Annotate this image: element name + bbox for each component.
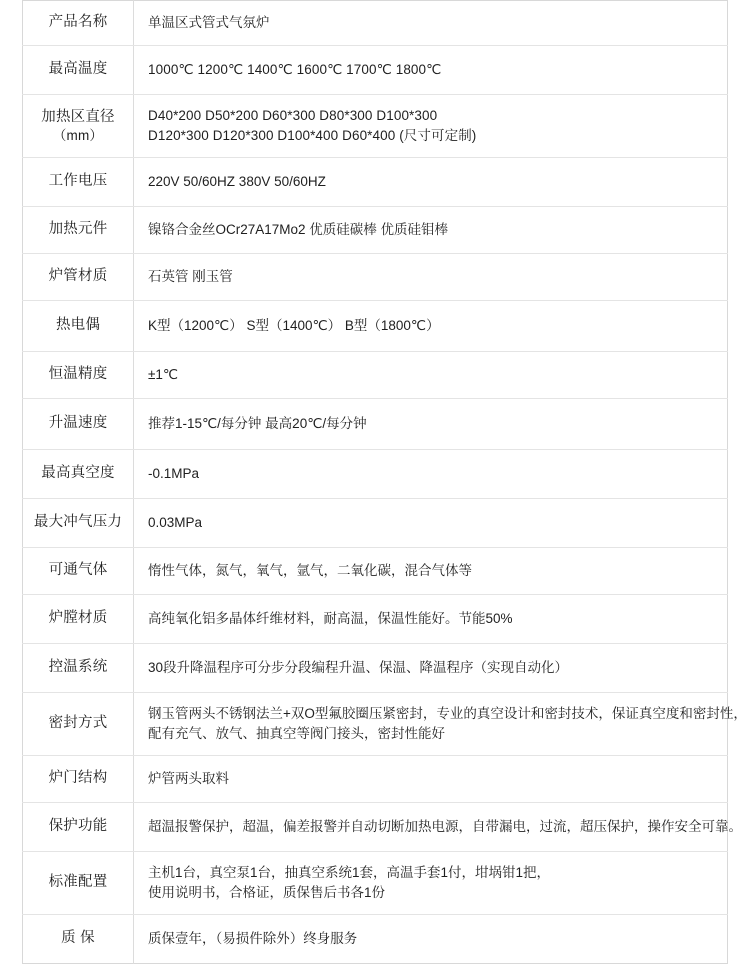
row-label-text: 恒温精度 (48, 366, 108, 383)
table-row (23, 548, 728, 595)
table-row (23, 595, 728, 644)
table-row (23, 644, 728, 693)
row-label-text: 标准配置 (48, 874, 108, 891)
table-row (23, 352, 728, 399)
table-row (23, 693, 728, 756)
row-label-text: 密封方式 (48, 715, 108, 732)
value-line: 1000℃ 1200℃ 1400℃ 1600℃ 1700℃ 1800℃ (148, 61, 442, 77)
row-value-heating-rate (134, 399, 728, 450)
row-label-text: 炉门结构 (48, 770, 108, 787)
row-value-max-temperature (134, 46, 728, 95)
row-value-product-name (134, 1, 728, 46)
value-line: 质保壹年，（易损件除外）终身服务 (148, 930, 358, 946)
row-value-furnace-tube-material (134, 254, 728, 301)
table-row (23, 301, 728, 352)
value-line: 石英管 刚玉管 (148, 268, 233, 284)
table-row (23, 450, 728, 499)
row-label-furnace-tube-material (23, 254, 134, 301)
row-value-working-voltage (134, 158, 728, 207)
table-row (23, 852, 728, 915)
row-label-working-voltage (23, 158, 134, 207)
value-line: 超温报警保护，超温，偏差报警并自动切断加热电源，自带漏电，过流，超压保护，操作安全可靠。 (148, 818, 742, 834)
row-label-text: 控温系统 (48, 659, 108, 676)
row-label-text: 产品名称 (48, 14, 108, 31)
row-label-protection-function (23, 803, 134, 852)
value-line: 惰性气体，氮气，氧气，氩气，二氧化碳，混合气体等 (148, 562, 472, 578)
row-label-text: 最高真空度 (41, 465, 115, 482)
row-value-warranty (134, 915, 728, 964)
specification-table (22, 0, 747, 964)
value-line: 主机1台，真空泵1台，抽真空系统1套，高温手套1付，坩埚钳1把， (148, 864, 551, 880)
row-label-text: 热电偶 (55, 317, 101, 334)
row-label-thermocouple (23, 301, 134, 352)
row-label-text: 保护功能 (48, 818, 108, 835)
value-line: 0.03MPa (148, 514, 203, 530)
table-row (23, 499, 728, 548)
row-label-text: 最高温度 (48, 61, 108, 78)
row-label-available-gases (23, 548, 134, 595)
table-row (23, 803, 728, 852)
specification-table-body (23, 1, 747, 964)
row-value-furnace-door-structure (134, 756, 728, 803)
value-line: ±1℃ (148, 366, 179, 382)
value-line: D40*200 D50*200 D60*300 D80*300 D100*300 (148, 107, 438, 123)
row-label-heating-element (23, 207, 134, 254)
table-row (23, 756, 728, 803)
row-value-protection-function (134, 803, 742, 852)
row-value-heating-zone-diameter (134, 95, 728, 158)
row-label-warranty (23, 915, 134, 964)
value-line: 30段升降温程序可分步分段编程升温、保温、降温程序（实现自动化） (148, 659, 569, 675)
value-line: 配有充气、放气、抽真空等阀门接头，密封性能好 (148, 726, 445, 741)
row-value-chamber-material (134, 595, 728, 644)
row-label-text: 质 保 (61, 930, 95, 947)
value-line: K型（1200℃） S型（1400℃） B型（1800℃） (148, 317, 440, 333)
row-value-control-system (134, 644, 728, 693)
value-line: 使用说明书，合格证，质保售后书各1份 (148, 885, 386, 900)
row-label-max-gas-pressure (23, 499, 134, 548)
value-line: 单温区式管式气氛炉 (148, 14, 270, 30)
row-label-text: 炉管材质 (48, 268, 108, 285)
row-label-heating-zone-diameter (23, 95, 134, 158)
table-row (23, 46, 728, 95)
value-line: 炉管两头取料 (148, 770, 229, 786)
row-label-heating-rate (23, 399, 134, 450)
table-row (23, 158, 728, 207)
row-value-sealing-method (134, 693, 747, 756)
row-label-text: 加热元件 (48, 221, 108, 238)
value-line: 镍铬合金丝OCr27A17Mo2 优质硅碳棒 优质硅钼棒 (148, 221, 449, 237)
row-label-standard-configuration (23, 852, 134, 915)
row-label-text: 可通气体 (48, 562, 108, 579)
row-value-standard-configuration (134, 852, 728, 915)
row-value-max-vacuum (134, 450, 728, 499)
table-row (23, 1, 728, 46)
row-label-max-vacuum (23, 450, 134, 499)
row-label-control-system (23, 644, 134, 693)
row-label-max-temperature (23, 46, 134, 95)
table-row (23, 95, 728, 158)
row-label-text: 升温速度 (48, 415, 108, 432)
table-row (23, 207, 728, 254)
row-label-text: 最大冲气压力 (33, 514, 123, 531)
table-row (23, 399, 728, 450)
row-label-temperature-accuracy (23, 352, 134, 399)
row-label-product-name (23, 1, 134, 46)
row-label-sealing-method (23, 693, 134, 756)
table-row (23, 915, 728, 964)
value-line: 高纯氧化铝多晶体纤维材料，耐高温，保温性能好。节能50% (148, 610, 513, 626)
row-label-furnace-door-structure (23, 756, 134, 803)
row-label-subtext: （mm） (52, 127, 104, 143)
row-value-heating-element (134, 207, 728, 254)
row-label-text: 工作电压 (48, 173, 108, 190)
row-label-text: 炉膛材质 (48, 610, 108, 627)
value-line: D120*300 D120*300 D100*400 D60*400 (尺寸可定制) (148, 128, 477, 143)
row-value-max-gas-pressure (134, 499, 728, 548)
value-line: 220V 50/60HZ 380V 50/60HZ (148, 173, 326, 189)
row-value-available-gases (134, 548, 728, 595)
row-label-chamber-material (23, 595, 134, 644)
table-row (23, 254, 728, 301)
value-line: 推荐1-15℃/每分钟 最高20℃/每分钟 (148, 415, 367, 431)
row-value-temperature-accuracy (134, 352, 728, 399)
value-line: 钢玉管两头不锈钢法兰+双O型氟胶圈压紧密封，专业的真空设计和密封技术，保证真空度和密封性， (148, 705, 747, 721)
row-value-thermocouple (134, 301, 728, 352)
value-line: -0.1MPa (148, 465, 200, 481)
row-label-text: 加热区直径 (41, 108, 115, 125)
